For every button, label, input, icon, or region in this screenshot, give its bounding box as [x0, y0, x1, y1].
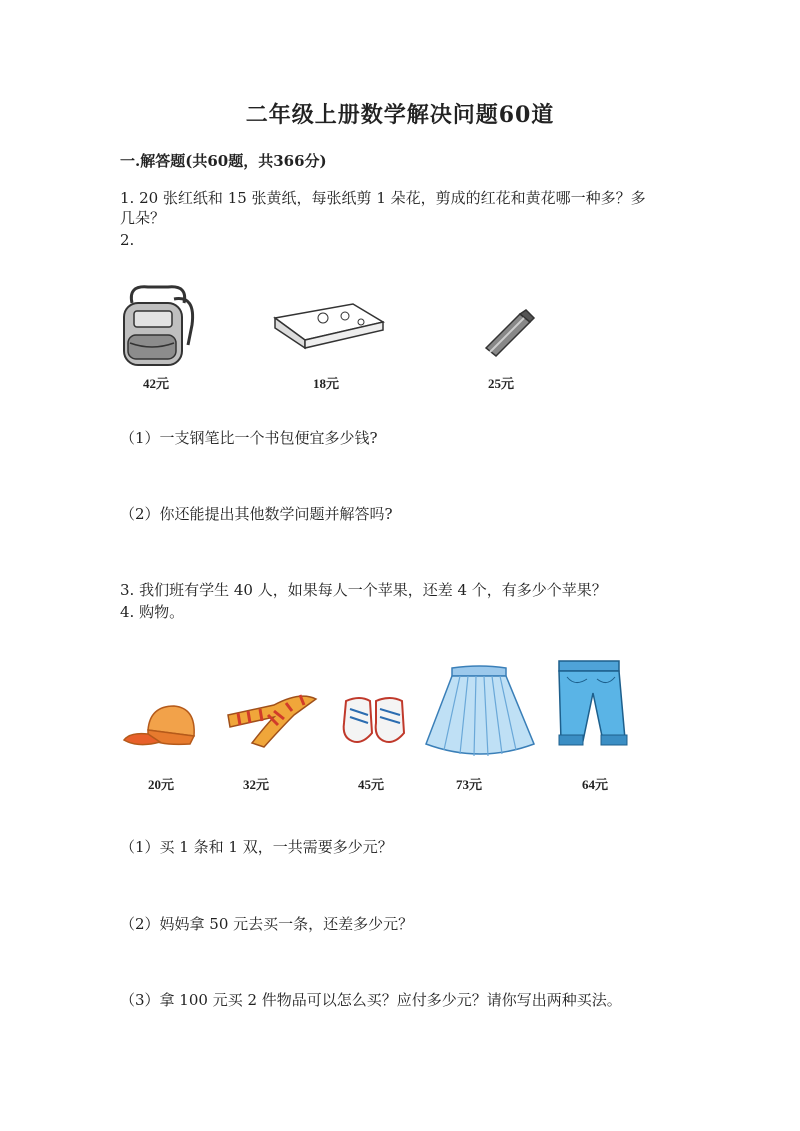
question-1-line-2: 几朵？: [120, 209, 166, 227]
cap-icon: [120, 700, 200, 755]
cap-price: 20元: [148, 777, 175, 792]
question-2-sub-1: （1）一支钢笔比一个书包便宜多少钱?: [120, 429, 378, 447]
question-4-sub-2: （2）妈妈拿 50 元去买一条，还差多少元？: [120, 915, 414, 933]
backpack-price: 42元: [143, 376, 170, 391]
skirt-price: 73元: [456, 777, 483, 792]
pen-icon: [480, 308, 536, 360]
page-title: 二年级上册数学解决问题60道: [245, 102, 555, 128]
scarf-icon: [222, 685, 322, 755]
pencil-case-price: 18元: [313, 376, 340, 391]
question-1-line-1: 1. 20 张红纸和 15 张黄纸，每张纸剪 1 朵花，剪成的红花和黄花哪一种多？多: [120, 189, 646, 207]
pen-price: 25元: [488, 376, 515, 391]
question-3: 3. 我们班有学生 40 人，如果每人一个苹果，还差 4 个，有多少个苹果？: [120, 581, 607, 599]
jeans-icon: [553, 655, 633, 755]
shoes-icon: [340, 693, 408, 749]
backpack-icon: [118, 285, 198, 370]
scarf-price: 32元: [243, 777, 270, 792]
question-4-sub-1: （1）买 1 条和 1 双，一共需要多少元？: [120, 838, 393, 856]
section-heading: 一.解答题(共60题，共366分): [120, 152, 327, 170]
question-2-label: 2.: [120, 231, 135, 249]
question-4-label: 4. 购物。: [120, 603, 185, 621]
question-2-sub-2: （2）你还能提出其他数学问题并解答吗?: [120, 505, 393, 523]
pencil-case-icon: [273, 300, 385, 350]
skirt-icon: [422, 664, 537, 759]
question-4-sub-3: （3）拿 100 元买 2 件物品可以怎么买？应付多少元？请你写出两种买法。: [120, 991, 622, 1009]
shoes-price: 45元: [358, 777, 385, 792]
jeans-price: 64元: [582, 777, 609, 792]
